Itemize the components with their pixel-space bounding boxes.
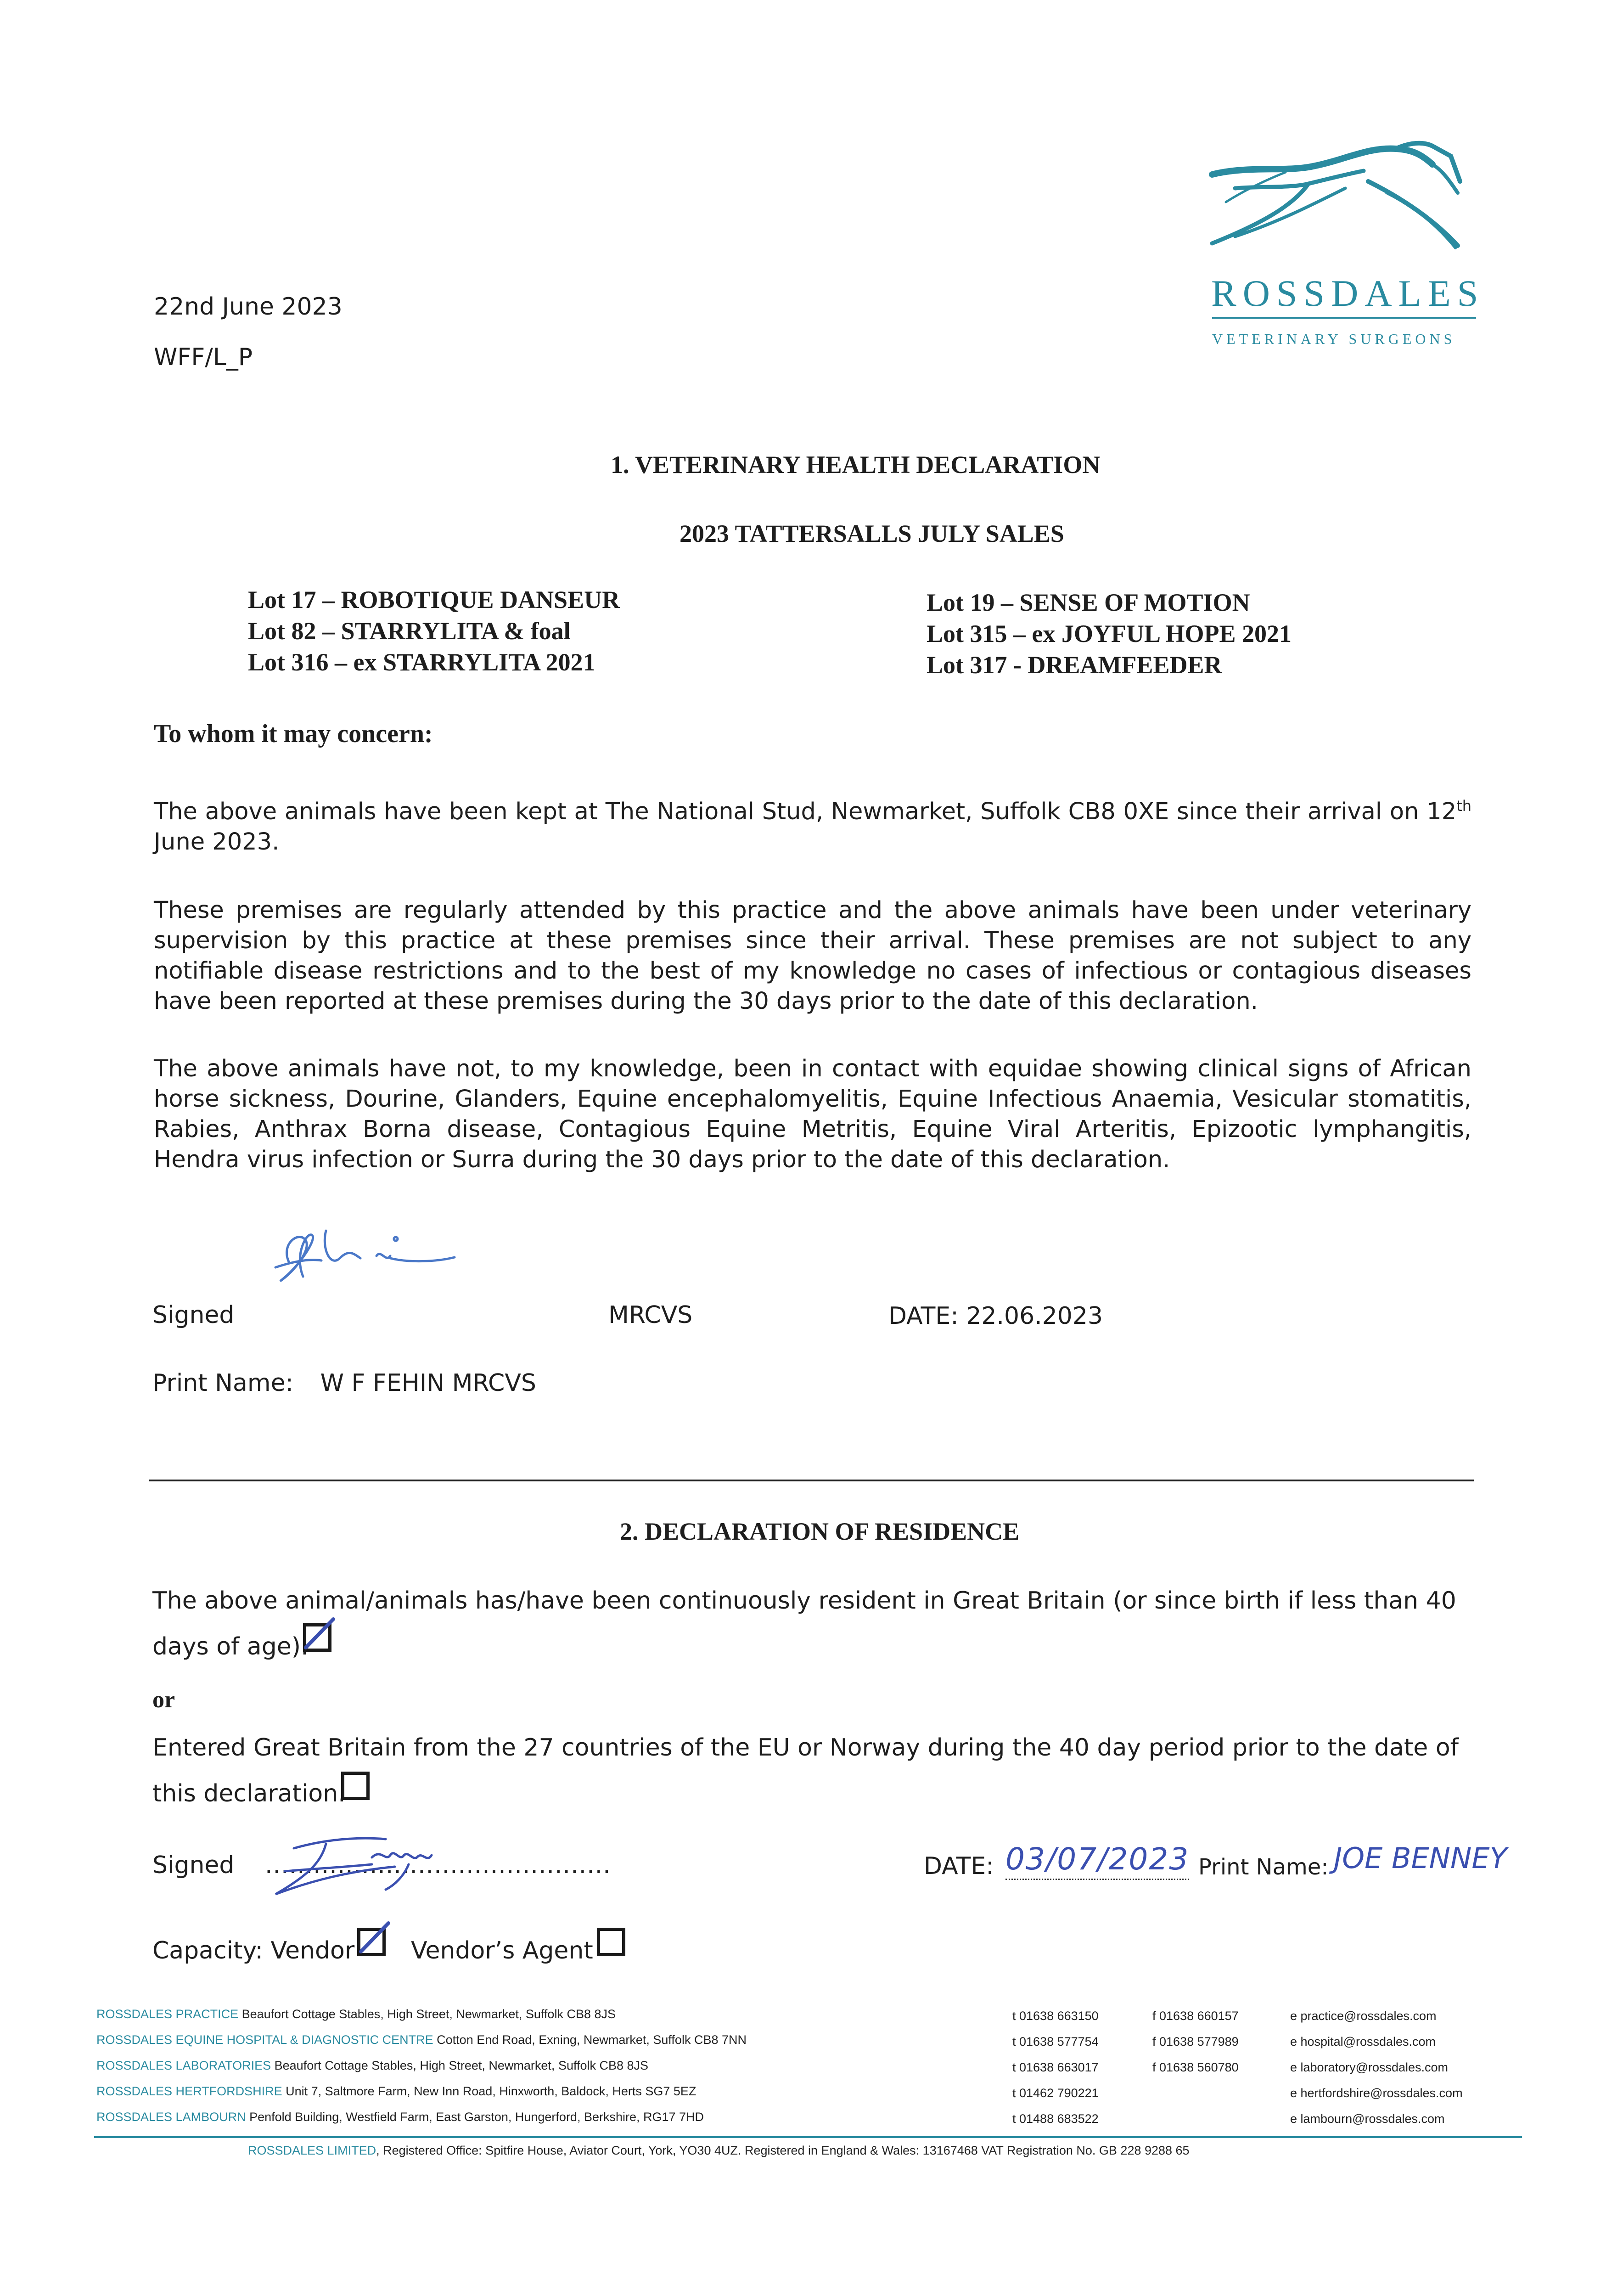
letter-reference: WFF/L_P: [154, 343, 253, 371]
agent-checkbox[interactable]: [597, 1928, 625, 1956]
paragraph-arrival: The above animals have been kept at The National Stud, Newmarket, Suffolk CB8 0XE since their arrival on 12th June 2023.: [154, 797, 1471, 855]
vet-signature: [262, 1212, 473, 1304]
residence-option2-line2: this declaration.: [152, 1780, 346, 1807]
lots-left: [248, 584, 620, 678]
or-label: or: [152, 1687, 175, 1713]
footer-addresses: [96, 2001, 1015, 2130]
footer-email-link[interactable]: e hospital@rossdales.com: [1290, 2035, 1436, 2048]
horse-logo-icon: [1194, 138, 1488, 276]
paragraph-contact: The above animals have not, to my knowledge, been in contact with equidae showing clinical signs of African horse sickness, Dourine, Glanders, Equine encephalomyelitis, Equine Infectious Anaemia, Vesicular stomatitis, Rabies, Anthrax Borna disease, Contagious Equine Metritis, Equine Viral Arteritis, Epizootic lymphangitis, Hendra virus infection or Surra during the 30 days prior to the date of this declaration.: [154, 1055, 1471, 1173]
footer-row: ROSSDALES LAMBOURN Penfold Building, Westfield Farm, East Garston, Hungerford, Berkshire, RG17 7HD: [96, 2110, 704, 2124]
section2-title: 2. DECLARATION OF RESIDENCE: [620, 1518, 1020, 1545]
qualification-label: MRCVS: [608, 1301, 693, 1329]
lot-item: Lot 315 – ex JOYFUL HOPE 2021: [927, 620, 1292, 647]
registered-office: ROSSDALES LIMITED, Registered Office: Spitfire House, Aviator Court, York, YO30 4UZ. Registered in England & Wales: 13167468 VAT Registration No. GB 228 9288 65: [248, 2144, 1190, 2157]
residence-option1-line2: days of age).: [152, 1633, 309, 1660]
footer-email-link[interactable]: e practice@rossdales.com: [1290, 2009, 1437, 2023]
vendor-date-label: DATE:: [924, 1852, 994, 1880]
footer-row: ROSSDALES HERTFORDSHIRE Unit 7, Saltmore Farm, New Inn Road, Hinxworth, Baldock, Herts SG7 5EZ: [96, 2084, 696, 2098]
footer-fax-column: f 01638 660157 f 01638 577989 f 01638 560780: [1152, 2009, 1239, 2074]
footer-row: ROSSDALES PRACTICE Beaufort Cottage Stables, High Street, Newmarket, Suffolk CB8 8JS: [96, 2007, 616, 2021]
brand-subtitle: VETERINARY SURGEONS: [1212, 331, 1456, 347]
footer-tel-column: t 01638 663150 t 01638 577754 t 01638 663017 t 01462 790221 t 01488 683522: [1012, 2009, 1099, 2126]
lot-item: Lot 317 - DREAMFEEDER: [927, 651, 1222, 679]
residence-option2-line1: Entered Great Britain from the 27 countries of the EU or Norway during the 40 day period prior to the date of: [152, 1734, 1459, 1761]
lot-item: Lot 19 – SENSE OF MOTION: [927, 589, 1250, 616]
vendor-print-name-label: Print Name:: [1198, 1854, 1329, 1880]
brand-rule: [1212, 317, 1476, 319]
signed-label: Signed: [152, 1301, 235, 1329]
residence-option1-line1: The above animal/animals has/have been continuously resident in Great Britain (or since birth if less than 40: [152, 1587, 1456, 1615]
checkmark-icon: [355, 1919, 392, 1956]
vet-date: DATE: 22.06.2023: [888, 1302, 1103, 1330]
footer-email-column: [1290, 2003, 1463, 2132]
vendor-signature: [257, 1830, 477, 1908]
section1-subtitle: 2023 TATTERSALLS JULY SALES: [680, 520, 1064, 547]
footer-row: ROSSDALES LABORATORIES Beaufort Cottage Stables, High Street, Newmarket, Suffolk CB8 8JS: [96, 2059, 649, 2072]
section1-title: 1. VETERINARY HEALTH DECLARATION: [611, 451, 1101, 478]
footer-row: ROSSDALES EQUINE HOSPITAL & DIAGNOSTIC CENTRE Cotton End Road, Exning, Newmarket, Suffolk CB8 7NN: [96, 2033, 747, 2047]
lot-item: Lot 17 – ROBOTIQUE DANSEUR: [248, 586, 620, 613]
letter-date: 22nd June 2023: [154, 293, 343, 321]
entered-eu-checkbox[interactable]: [341, 1772, 370, 1800]
vendor-date-value: 03/07/2023: [1005, 1841, 1189, 1880]
checkmark-icon: [301, 1615, 338, 1652]
salutation: To whom it may concern:: [154, 720, 433, 748]
footer-rule: [94, 2136, 1522, 2138]
footer-email-link[interactable]: e lambourn@rossdales.com: [1290, 2112, 1445, 2126]
footer-email-link[interactable]: e hertfordshire@rossdales.com: [1290, 2086, 1463, 2100]
capacity-agent-label: Vendor’s Agent: [411, 1937, 593, 1964]
vendor-print-name-value: JOE BENNEY: [1334, 1841, 1507, 1875]
signed-label-2: Signed ...........................................: [152, 1851, 611, 1879]
rossdales-logo: [1194, 138, 1488, 354]
lot-item: Lot 316 – ex STARRYLITA 2021: [248, 648, 595, 676]
footer-email-link[interactable]: e laboratory@rossdales.com: [1290, 2060, 1449, 2074]
paragraph-premises: These premises are regularly attended by this practice and the above animals have been under veterinary supervision by this practice at these premises since their arrival. These premises are not subject to any notifiable disease restrictions and to the best of my knowledge no cases of infectious or contagious diseases have been reported at these premises during the 30 days prior to the date of this declaration.: [154, 897, 1471, 1015]
capacity-vendor-label: Capacity: Vendor: [152, 1937, 355, 1964]
lots-right: [927, 587, 1292, 681]
lot-item: Lot 82 – STARRYLITA & foal: [248, 617, 571, 645]
section-divider: [149, 1480, 1474, 1481]
brand-name: ROSSDALES: [1211, 272, 1485, 314]
print-name-row: Print Name: W F FEHIN MRCVS: [152, 1369, 536, 1397]
